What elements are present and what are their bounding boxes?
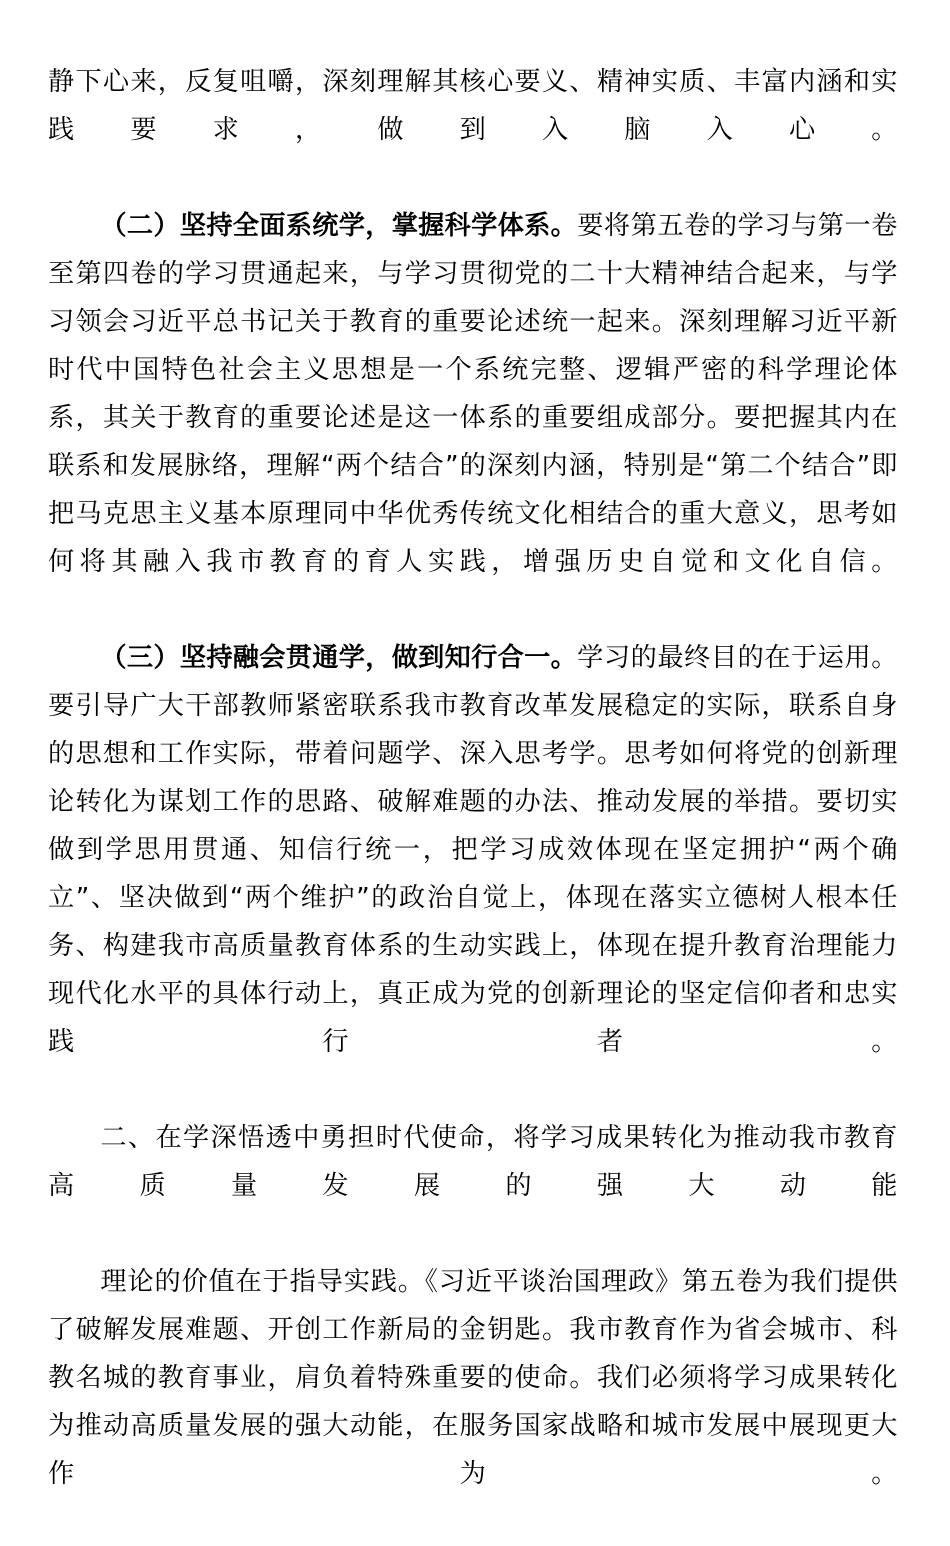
paragraph-3: [48, 634, 898, 1114]
document-body: [48, 58, 898, 1546]
paragraph-2-text: 要将第五卷的学习与第一卷至第四卷的学习贯通起来，与学习贯彻党的二十大精神结合起来，与学习领会习近平总书记关于教育的重要论述统一起来。深刻理解习近平新时代中国特色社会主义思想是一个系统完整、逻辑严密的科学理论体系，其关于教育的重要论述是这一体系的重要组成部分。要把握其内在联系和发展脉络，理解“两个结合”的深刻内涵，特别是“第二个结合”即把马克思主义基本原理同中华优秀传统文化相结合的重大意义，思考如何将其融入我市教育的育人实践，增强历史自觉和文化自信。: [48, 211, 898, 577]
paragraph-1-text: 静下心来，反复咀嚼，深刻理解其核心要义、精神实质、丰富内涵和实践要求，做到入脑入心。: [48, 67, 898, 145]
paragraph-2-heading-lead: （二）坚持全面系统学，掌握科学体系。: [100, 211, 578, 241]
section-heading-two: [48, 1114, 898, 1258]
section-heading-two-text: 二、在学深悟透中勇担时代使命，将学习成果转化为推动我市教育高质量发展的强大动能: [48, 1123, 898, 1201]
paragraph-2: [48, 202, 898, 634]
paragraph-5: [48, 1258, 898, 1546]
paragraph-3-heading-lead: （三）坚持融会贯通学，做到知行合一。: [100, 643, 578, 673]
paragraph-1: [48, 58, 898, 202]
paragraph-5-text: 理论的价值在于指导实践。《习近平谈治国理政》第五卷为我们提供了破解发展难题、开创工作新局的金钥匙。我市教育作为省会城市、科教名城的教育事业，肩负着特殊重要的使命。我们必须将学习成果转化为推动高质量发展的强大动能，在服务国家战略和城市发展中展现更大作为。: [48, 1267, 898, 1489]
paragraph-3-text: 学习的最终目的在于运用。要引导广大干部教师紧密联系我市教育改革发展稳定的实际，联系自身的思想和工作实际，带着问题学、深入思考学。思考如何将党的创新理论转化为谋划工作的思路、破解难题的办法、推动发展的举措。要切实做到学思用贯通、知信行统一，把学习成效体现在坚定拥护“两个确立”、坚决做到“两个维护”的政治自觉上，体现在落实立德树人根本任务、构建我市高质量教育体系的生动实践上，体现在提升教育治理能力现代化水平的具体行动上，真正成为党的创新理论的坚定信仰者和忠实践行者。: [48, 643, 898, 1057]
